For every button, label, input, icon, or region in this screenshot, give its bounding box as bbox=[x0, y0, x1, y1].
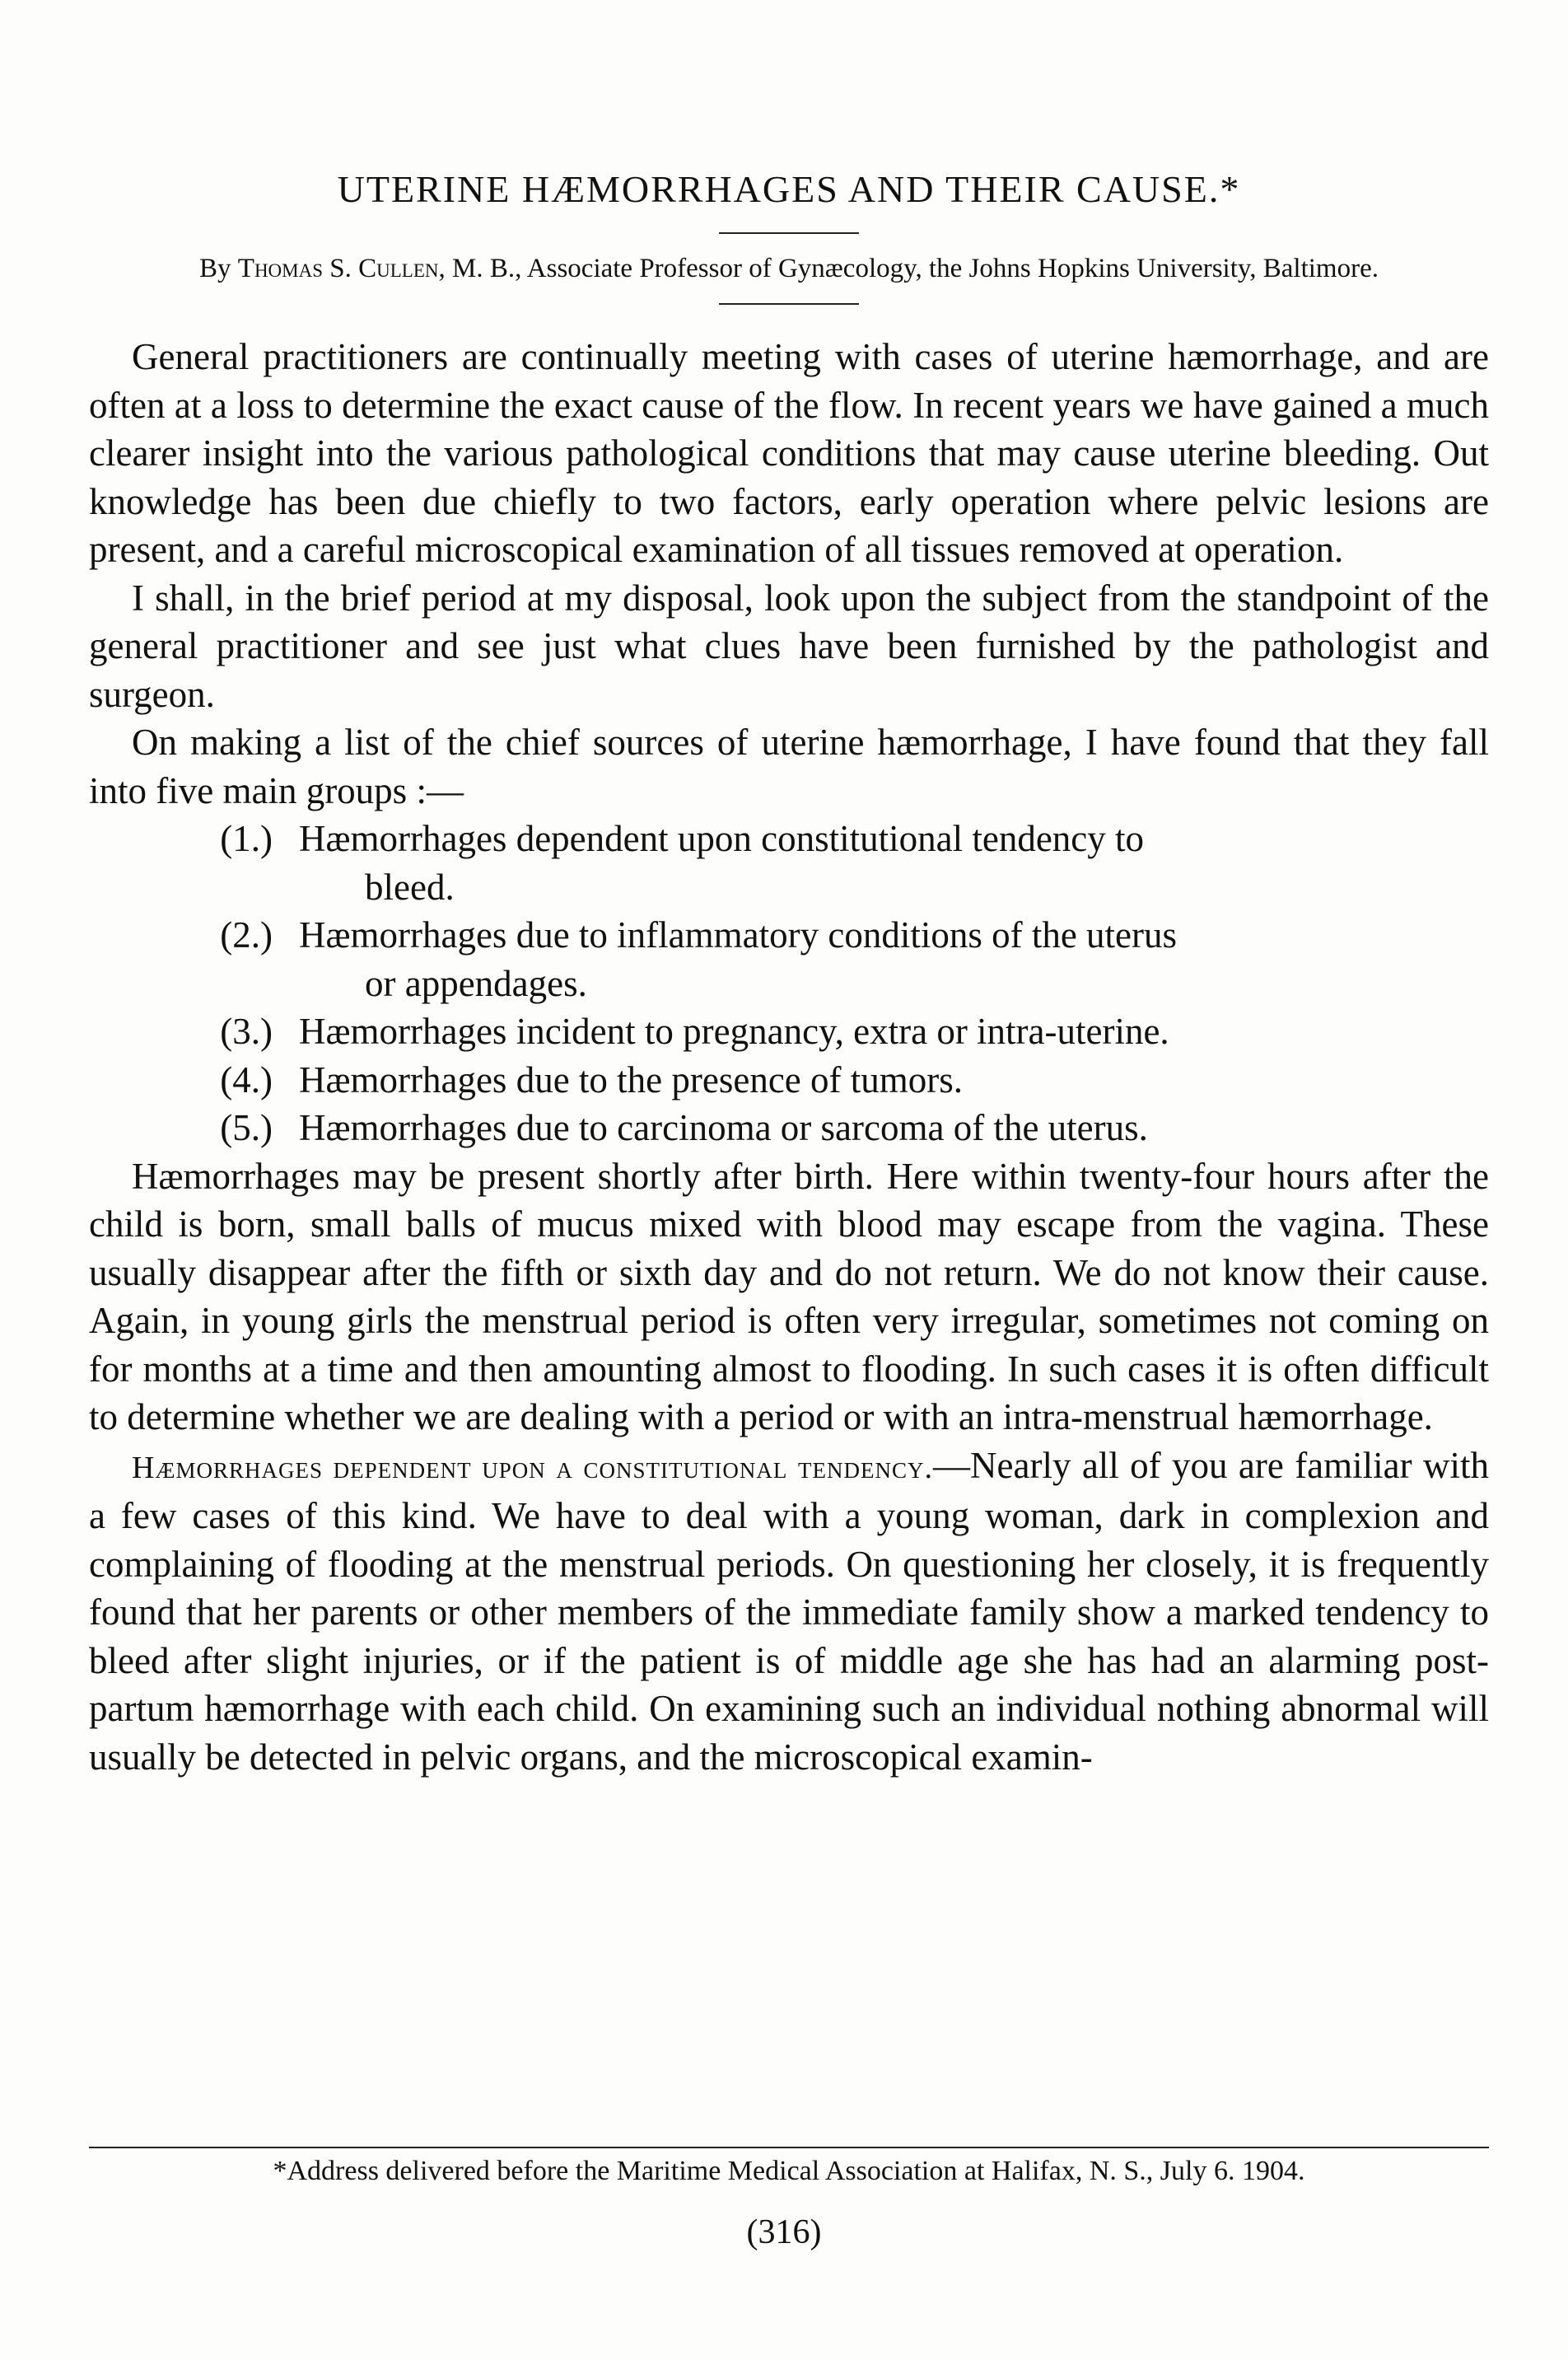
page-number: (316) bbox=[746, 2213, 822, 2251]
title-divider bbox=[719, 232, 859, 234]
list-item bbox=[89, 1104, 1489, 1152]
list-item bbox=[89, 1056, 1489, 1105]
byline-prefix: By bbox=[199, 254, 238, 283]
list-item bbox=[89, 815, 1489, 911]
author-affiliation: , M. B., Associate Professor of Gynæcology, the Johns Hopkins University, Baltimore. bbox=[438, 254, 1379, 283]
section-heading: Hæmorrhages dependent upon a constitutional tendency. bbox=[132, 1450, 934, 1485]
byline-divider bbox=[719, 303, 859, 305]
list-item-text: Hæmorrhages dependent upon constitutional tendency to bleed. bbox=[299, 818, 1145, 908]
list-item-text: Hæmorrhages incident to pregnancy, extra or intra-uterine. bbox=[299, 1011, 1169, 1052]
footnote-divider bbox=[89, 2147, 1489, 2148]
paragraph: On making a list of the chief sources of uterine hæmorrhage, I have found that they fall into five main groups :— bbox=[89, 722, 1489, 811]
author-name: Thomas S. Cullen bbox=[237, 254, 439, 283]
list-item-text: Hæmorrhages due to carcinoma or sarcoma of the uterus. bbox=[299, 1107, 1148, 1148]
paragraph: I shall, in the brief period at my disposal, look upon the subject from the standpoint of the general practitioner and see just what clues have been furnished by the pathologist and surgeon. bbox=[89, 577, 1489, 715]
list-item-number: (1.) bbox=[220, 818, 273, 859]
list-item bbox=[89, 911, 1489, 1007]
section-text: —Nearly all of you are familiar with a few cases of this kind. We have to deal with a young woman, dark in complexion and complaining of flooding at the menstrual periods. On questioning her closely, it is frequently found that her parents or other members of the immediate family show a marked tendency to bleed after slight injuries, or if the patient is of middle age she has had an alarming post-partum hæmorrhage with each child. On examining such an individual nothing abnormal will usually be detected in pelvic organs, and the microscopical examin- bbox=[89, 1444, 1489, 1778]
list-item-text: Hæmorrhages due to the presence of tumors. bbox=[299, 1058, 964, 1101]
section-paragraph bbox=[89, 1442, 1489, 1782]
paragraph: Hæmorrhages may be present shortly after birth. Here within twenty-four hours after the child is born, small balls of mucus mixed with blood may escape from the vagina. These usually disappear after the fifth or sixth day and do not return. We do not know their cause. Again, in young girls the menstrual period is often very irregular, sometimes not coming on for months at a time and then amounting almost to flooding. In such cases it is often difficult to determine whether we are dealing with a period or with an intra-menstrual hæmorrhage. bbox=[89, 1155, 1489, 1437]
list-item-number: (3.) bbox=[220, 1011, 273, 1052]
article bbox=[89, 165, 1489, 1781]
hemorrhage-groups-list bbox=[89, 815, 1489, 1152]
author-byline bbox=[122, 252, 1456, 285]
footnote: *Address delivered before the Maritime Medical Association at Halifax, N. S., July 6. 1904. bbox=[273, 2156, 1305, 2186]
list-item-number: (2.) bbox=[220, 914, 273, 956]
list-item-number: (4.) bbox=[220, 1058, 273, 1101]
paragraph: General practitioners are continually meeting with cases of uterine hæmorrhage, and are often at a loss to determine the exact cause of the flow. In recent years we have gained a much clearer insight into the various pathological conditions that may cause uterine bleeding. Out knowledge has been due chiefly to two factors, early operation where pelvic lesions are present, and a careful microscopical examination of all tissues removed at operation. bbox=[89, 336, 1489, 570]
list-item-text: Hæmorrhages due to inflammatory conditions of the uterus or appendages. bbox=[299, 914, 1178, 1004]
list-item bbox=[89, 1007, 1489, 1056]
article-body bbox=[89, 333, 1489, 1781]
list-item-number: (5.) bbox=[220, 1107, 273, 1148]
article-title: UTERINE HÆMORRHAGES AND THEIR CAUSE.* bbox=[337, 168, 1241, 210]
